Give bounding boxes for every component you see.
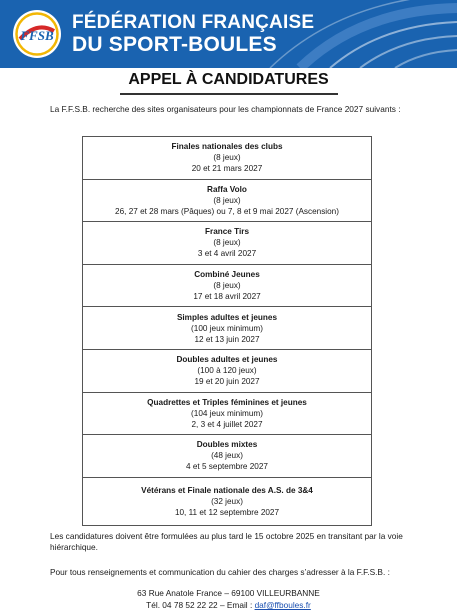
championship-row (83, 307, 371, 350)
header-band (0, 0, 457, 68)
page-title: APPEL À CANDIDATURES (128, 71, 329, 88)
championship-detail: (8 jeux) (213, 238, 241, 248)
contact-line (0, 599, 457, 611)
championship-name: Doubles adultes et jeunes (176, 355, 278, 365)
championship-dates: 19 et 20 juin 2027 (194, 377, 260, 387)
championship-dates: 10, 11 et 12 septembre 2027 (174, 508, 280, 518)
deadline-paragraph: Les candidatures doivent être formulées au plus tard le 15 octobre 2025 en transitant par la voie hiérarchique. (50, 531, 403, 552)
championship-row (83, 350, 371, 393)
championship-name: Raffa Volo (207, 184, 247, 194)
championship-name: Quadrettes et Triples féminines et jeunes (147, 397, 307, 407)
org-name-line1: FÉDÉRATION FRANÇAISE (72, 12, 315, 33)
title-underline (120, 93, 338, 95)
championship-row (83, 478, 371, 526)
championship-row (83, 180, 371, 223)
ffsb-logo (12, 9, 62, 59)
championship-name: Simples adultes et jeunes (176, 312, 278, 322)
championship-dates: 26, 27 et 28 mars (Pâques) ou 7, 8 et 9 mai 2027 (Ascension) (115, 206, 339, 216)
phone-text: Tél. 04 78 52 22 22 – Email : (146, 600, 255, 610)
championship-dates: 2, 3 et 4 juillet 2027 (191, 419, 263, 429)
championship-name: France Tirs (205, 227, 249, 237)
championship-detail: (100 à 120 jeux) (197, 366, 257, 376)
championship-detail: (8 jeux) (213, 153, 241, 163)
championship-detail: (100 jeux minimum) (191, 323, 263, 333)
info-paragraph: Pour tous renseignements et communication du cahier des charges s’adresser à la F.F.S.B. : (50, 567, 390, 577)
championship-dates: 20 et 21 mars 2027 (191, 164, 263, 174)
championship-dates: 3 et 4 avril 2027 (197, 249, 257, 259)
championship-name: Combiné Jeunes (194, 270, 260, 280)
championship-row (83, 393, 371, 436)
championship-detail: (32 jeux) (211, 497, 243, 507)
org-name-line2: DU SPORT-BOULES (72, 33, 277, 56)
championship-row (83, 435, 371, 478)
championship-detail: (104 jeux minimum) (191, 408, 263, 418)
address-line: 63 Rue Anatole France – 69100 VILLEURBANNE (137, 588, 320, 598)
championship-row (83, 137, 371, 180)
championships-table (82, 136, 372, 526)
intro-paragraph: La F.F.S.B. recherche des sites organisateurs pour les championnats de France 2027 suivants : (50, 104, 401, 114)
championship-row (83, 265, 371, 308)
championship-detail: (8 jeux) (213, 281, 241, 291)
championship-dates: 17 et 18 avril 2027 (193, 292, 261, 302)
championship-detail: (8 jeux) (213, 195, 241, 205)
championship-name: Finales nationales des clubs (171, 142, 283, 152)
logo-text: FFSB (20, 28, 54, 43)
championship-detail: (48 jeux) (211, 451, 243, 461)
championship-row (83, 222, 371, 265)
championship-name: Doubles mixtes (196, 440, 258, 450)
championship-name: Vétérans et Finale nationale des A.S. de 3&4 (141, 486, 313, 496)
championship-dates: 12 et 13 juin 2027 (194, 334, 260, 344)
championship-dates: 4 et 5 septembre 2027 (186, 462, 268, 472)
email-link[interactable]: daf@ffboules.fr (254, 600, 311, 610)
